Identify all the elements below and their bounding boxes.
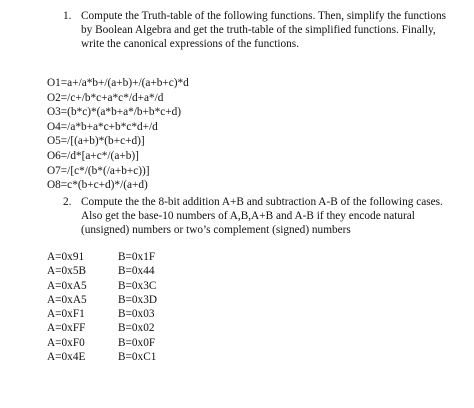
case-b-value: B=0x03: [118, 308, 155, 321]
case-row: [47, 321, 157, 335]
question-1: [63, 9, 468, 51]
case-row: [47, 293, 157, 307]
question-2: [63, 195, 468, 237]
case-a-value: A=0xFF: [47, 322, 86, 335]
question-2-text: [81, 195, 468, 237]
case-b-value: B=0x0F: [118, 336, 156, 349]
function-o1: O1=a+/a*b+/(a+b)+/(a+b+c)*d: [47, 77, 189, 89]
case-a-value: A=0xA5: [47, 279, 87, 292]
case-a-value: A=0xF1: [47, 308, 85, 321]
question-1-text: [81, 9, 468, 51]
question-1-number: 1.: [63, 10, 72, 22]
question-2-line: Also get the base-10 numbers of A,B,A+B and A-B if they encode natural: [81, 210, 415, 222]
question-2-line: (unsigned) numbers or two’s complement (signed) numbers: [81, 224, 351, 236]
case-a-value: A=0x4E: [47, 351, 86, 364]
function-o7: O7=/[c*/(b*(/a+b+c))]: [47, 164, 150, 177]
case-b-value: B=0x44: [118, 265, 155, 278]
function-list: [47, 76, 189, 193]
function-o3: O3=(b*c)*(a*b+a*/b+b*c+d): [47, 106, 182, 119]
function-o4: O4=/a*b+a*c+b*c*d+/d: [47, 120, 158, 133]
case-row: [47, 307, 157, 321]
case-row: [47, 264, 157, 278]
case-b-value: B=0x3C: [118, 279, 157, 292]
case-a-value: A=0xA5: [47, 293, 87, 306]
case-row: [47, 336, 157, 350]
case-row: [47, 279, 157, 293]
case-a-value: A=0x5B: [47, 265, 87, 278]
function-o8: O8=c*(b+c+d)*/(a+d): [47, 179, 148, 192]
question-1-line: Compute the Truth-table of the following functions. Then, simplify the functions: [81, 10, 447, 22]
case-row: [47, 250, 157, 264]
function-o2: O2=/c+/b*c+a*c*/d+a*/d: [47, 91, 164, 104]
question-2-line: Compute the the 8-bit addition A+B and subtraction A-B of the following cases.: [81, 196, 443, 208]
case-b-value: B=0x3D: [118, 293, 158, 306]
case-list: [47, 250, 157, 364]
case-a-value: A=0xF0: [47, 336, 85, 349]
function-o5: O5=/[(a+b)*(b+c+d)]: [47, 135, 145, 148]
case-a-value: A=0x91: [47, 251, 85, 263]
question-1-line: write the canonical expressions of the functions.: [81, 38, 300, 50]
case-b-value: B=0xC1: [118, 351, 157, 364]
question-2-number: 2.: [63, 196, 72, 208]
function-o6: O6=/d*[a+c*/(a+b)]: [47, 149, 139, 162]
question-1-line: by Boolean Algebra and get the truth-table of the simplified functions. Finally,: [81, 24, 436, 36]
case-b-value: B=0x02: [118, 322, 155, 335]
case-b-value: B=0x1F: [118, 251, 156, 263]
case-row: [47, 350, 157, 364]
